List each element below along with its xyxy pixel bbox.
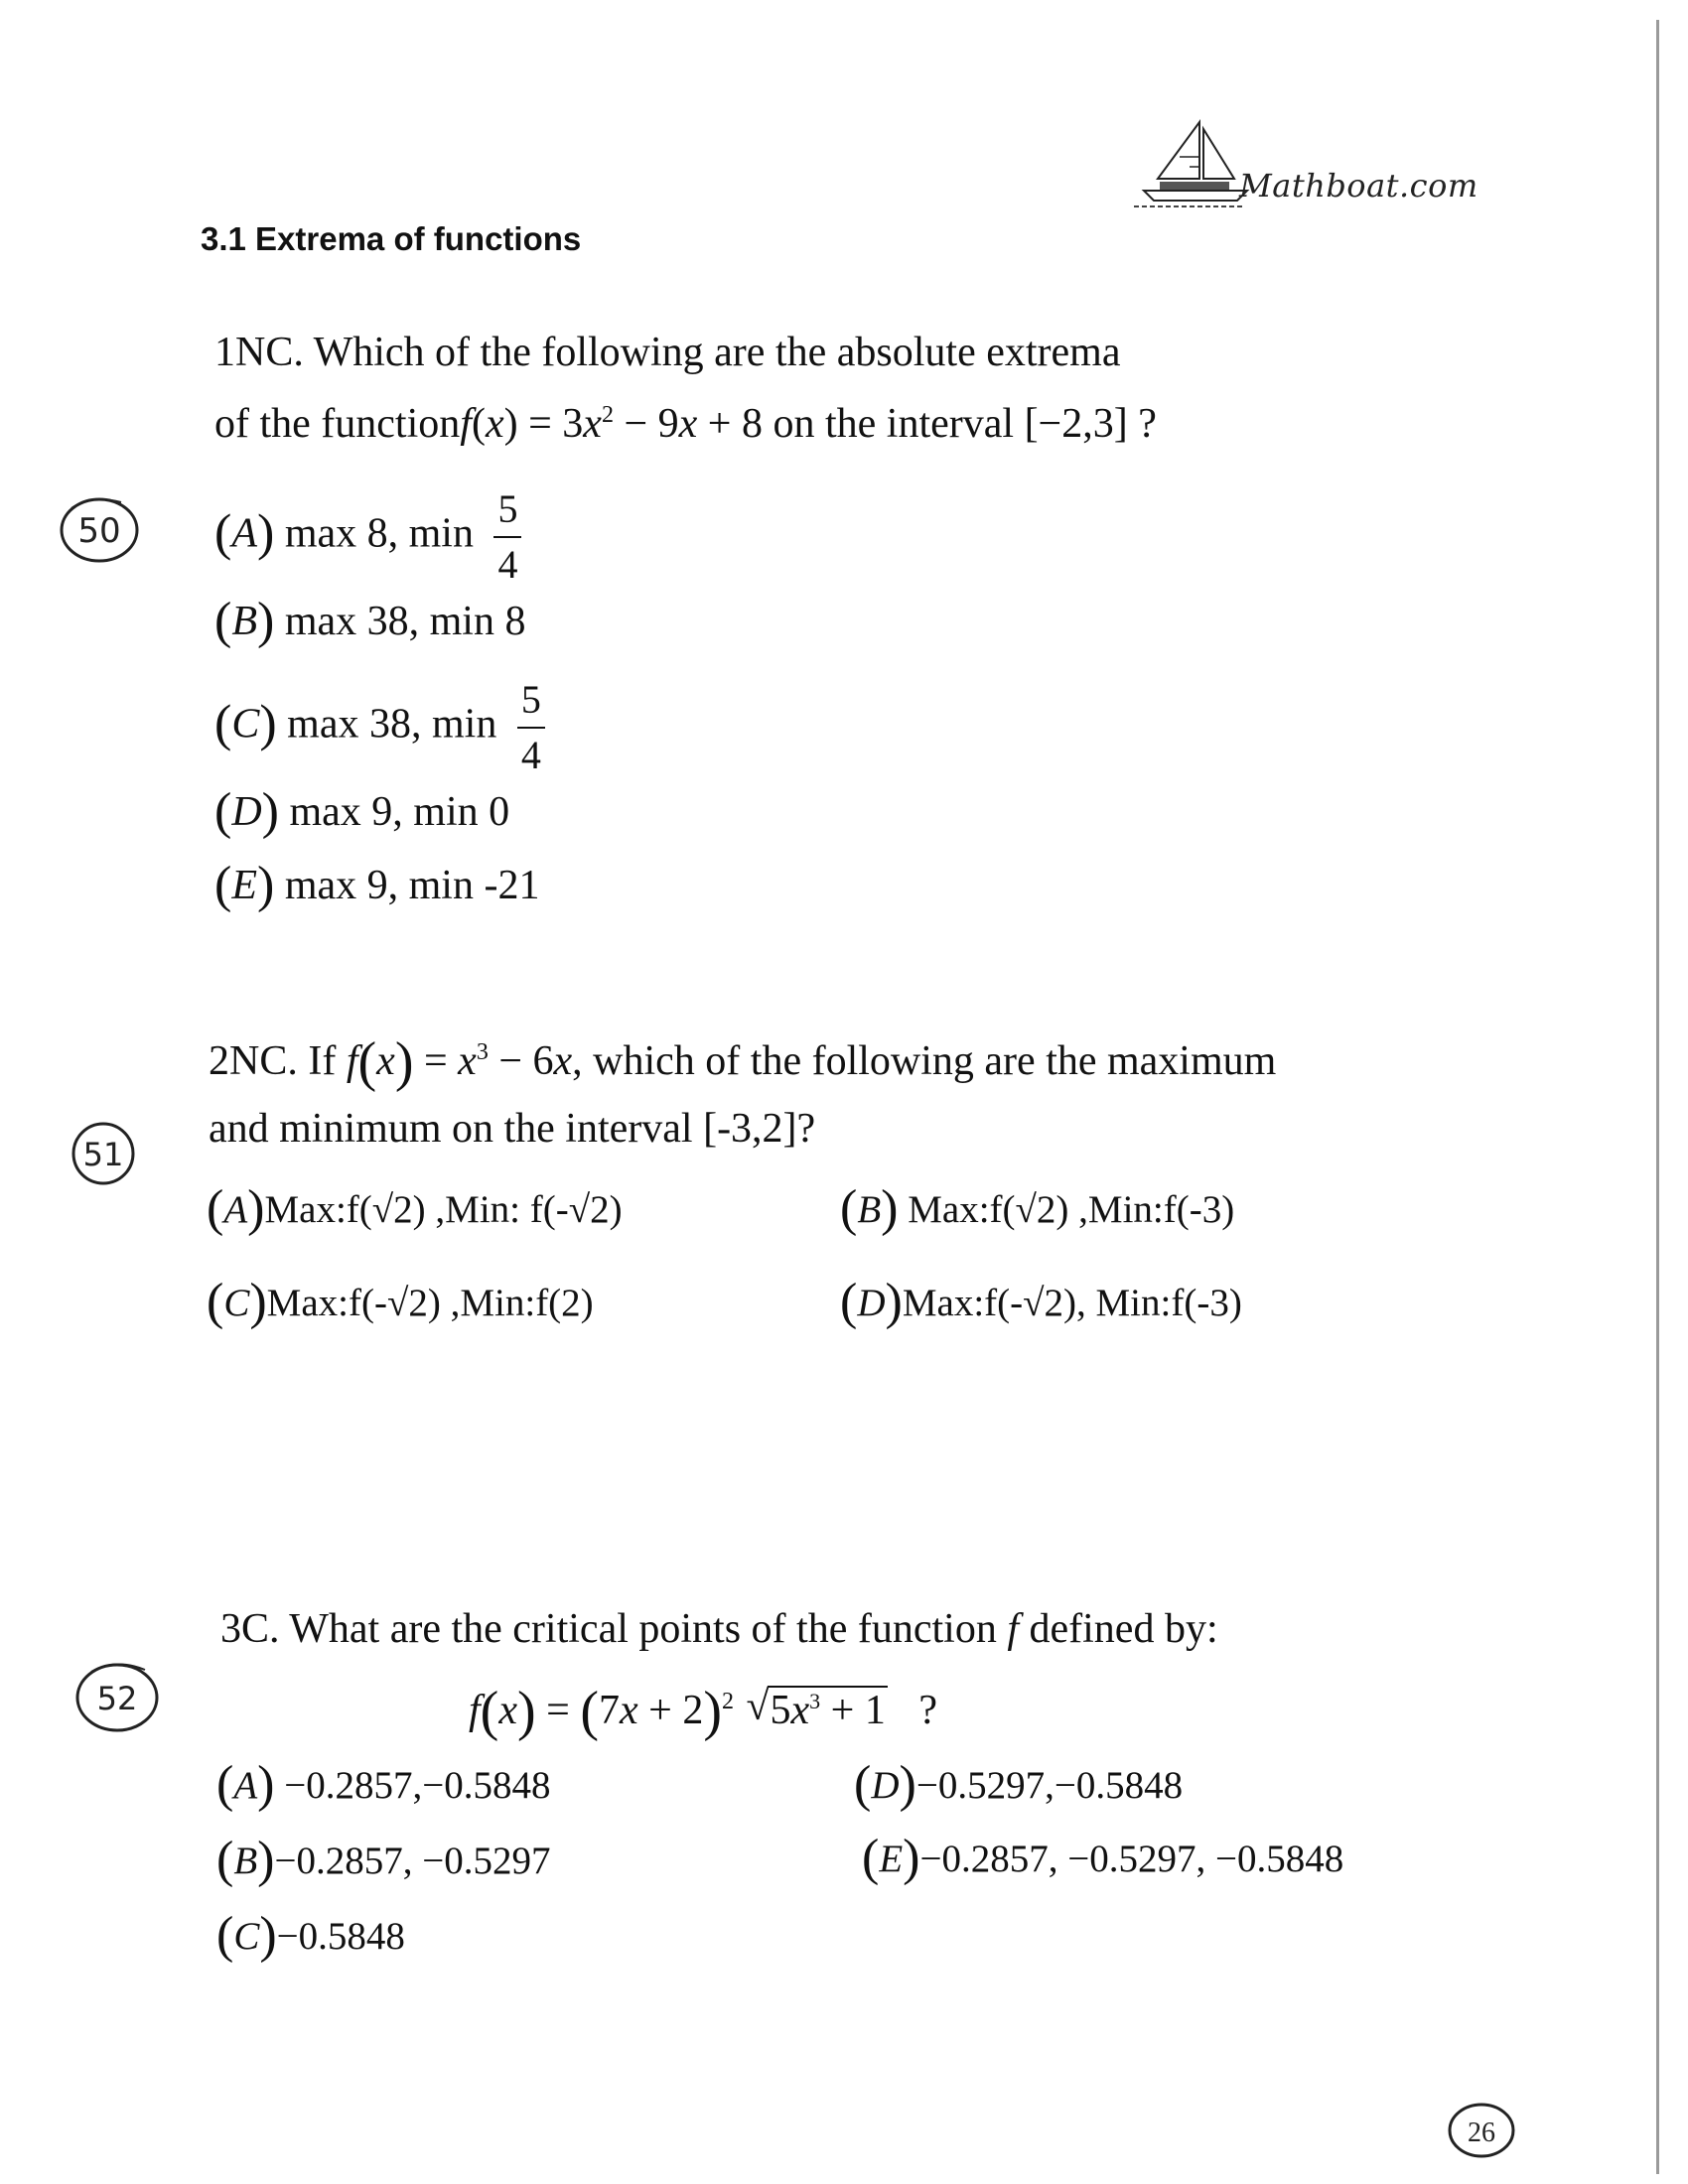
q3-option-a: (A) −0.2857,−0.5848 (216, 1756, 551, 1813)
q2-option-d: (D)Max:f(-√2), Min:f(-3) (840, 1274, 1242, 1330)
q3-option-d: (D)−0.5297,−0.5848 (854, 1756, 1184, 1813)
q1-line-2-start: of the function (214, 401, 461, 447)
q1-option-d: (D) max 9, min 0 (214, 783, 510, 840)
page-edge-line (1656, 20, 1659, 2174)
q1-line-2: of the functionf(x) = $3x^2 - 9x + 8$ on the interval [−2,3] ? (214, 401, 1157, 447)
circled-50-badge (52, 488, 151, 568)
q2-option-a: (A)Max:f(√2) ,Min: f(-√2) (207, 1180, 623, 1237)
q1-interval: [−2,3] ? (1024, 401, 1157, 447)
q2-option-c: (C)Max:f(-√2) ,Min:f(2) (207, 1274, 594, 1330)
circled-52-badge (66, 1654, 175, 1737)
q1-line-1: 1NC. Which of the following are the absolute extrema (214, 330, 1121, 375)
q2-option-b: (B) Max:f(√2) ,Min:f(-3) (840, 1180, 1235, 1237)
q3-formula: $f(x) = (7x + 2)^2$ √ $5x^3 + 1$ ? (469, 1684, 937, 1739)
section-title: 3.1 Extrema of functions (201, 220, 582, 257)
q1-option-b: (B) max 38, min 8 (214, 593, 526, 649)
q1-option-a: (A) max 8, min $\frac{5}{4}$ (214, 486, 521, 588)
q1-badge: 50 (77, 511, 121, 551)
q3-option-c: (C)−0.5848 (216, 1907, 405, 1964)
q3-option-e: (E)−0.2857, −0.5297, −0.5848 (862, 1830, 1344, 1886)
q2-line-1: 2NC. If $f(x) = x^3 - 6x$, which of the following are the maximum (209, 1031, 1277, 1093)
q1-option-c: (C) max 38, min $\frac{5}{4}$ (214, 677, 545, 778)
page-number: 26 (1468, 2117, 1495, 2148)
page-number-badge (1438, 2097, 1527, 2166)
q1-option-e: (E) max 9, min -21 (214, 857, 540, 913)
q3-line-1: 3C. What are the critical points of the function f defined by: (220, 1606, 1218, 1652)
q2-interval: [-3,2]? (703, 1106, 816, 1152)
q2-badge: 51 (82, 1136, 124, 1173)
q3-badge: 52 (96, 1680, 138, 1717)
q3-option-b: (B)−0.2857, −0.5297 (216, 1832, 551, 1888)
logo-text: Mathboat.com (1239, 167, 1478, 205)
q2-line-2: and minimum on the interval [-3,2]? (209, 1106, 816, 1152)
circled-51-badge (60, 1116, 149, 1191)
